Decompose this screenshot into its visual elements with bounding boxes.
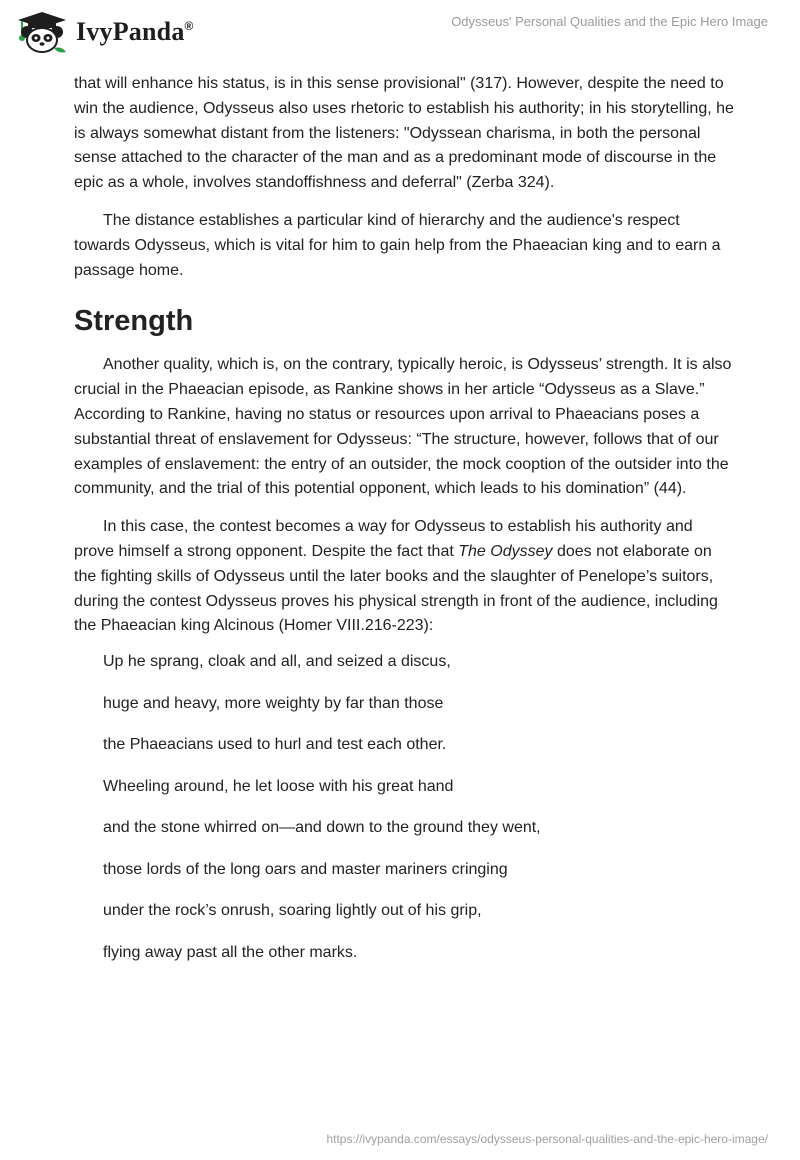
paragraph-contest [74, 515, 734, 639]
verse-line: Wheeling around, he let loose with his great hand [103, 777, 454, 795]
verse-quote [74, 652, 734, 963]
verse-line: those lords of the long oars and master mariners cringing [103, 860, 508, 878]
verse-line: huge and heavy, more weighty by far than those [103, 694, 444, 712]
ivypanda-logo[interactable] [14, 10, 194, 54]
verse-line: the Phaeacians used to hurl and test each other. [103, 736, 447, 754]
registered-mark: ® [184, 19, 194, 33]
verse-line: Up he sprang, cloak and all, and seized a discus, [103, 653, 451, 671]
brand-name: IvyPanda® [76, 17, 194, 46]
page-header [0, 0, 800, 70]
source-url[interactable]: https://ivypanda.com/essays/odysseus-personal-qualities-and-the-epic-hero-image/ [326, 1132, 768, 1146]
section-heading-strength: Strength [74, 305, 194, 338]
essay-body [74, 72, 734, 984]
document-title: Odysseus' Personal Qualities and the Epic Hero Image [451, 14, 768, 29]
verse-line: under the rock’s onrush, soaring lightly out of his grip, [103, 902, 482, 920]
verse-line: and the stone whirred on—and down to the ground they went, [103, 819, 541, 837]
verse-line: flying away past all the other marks. [103, 943, 358, 961]
book-title-italic: The Odyssey [458, 542, 553, 560]
paragraph-distance: The distance establishes a particular kind of hierarchy and the audience's respect towards Odysseus, which is vital for him to gain help from the Phaeacian king and to earn a passage home. [74, 211, 721, 279]
paragraph-contest-text-1: In this case, the contest becomes a way for Odysseus to establish his authority and prove himself a strong opponent. Despite the fact that [74, 518, 693, 560]
paragraph-continued: that will enhance his status, is in this sense provisional" (317). However, despite the need to win the audience, Odysseus also uses rhetoric to establish his authority; in his storytelling, he is always somewhat distant from the listeners: "Odyssean charisma, in both the personal sense attached to the character of the man and as a predominant mode of discourse in the epic as a whole, involves standoffishness and deferral" (Zerba 324). [74, 75, 734, 192]
paragraph-contest-text-2: does not elaborate on the fighting skills of Odysseus until the later books and the slaughter of Penelope’s suitors, during the contest Odysseus proves his physical strength in front of the audience, including the Phaeacian king Alcinous (Homer VIII.216-223): [74, 542, 718, 635]
paragraph-strength-intro: Another quality, which is, on the contrary, typically heroic, is Odysseus’ strength. It is also crucial in the Phaeacian episode, as Rankine shows in her article “Odysseus as a Slave.” According to Rankine, having no status or resources upon arrival to Phaeacians poses a substantial threat of enslavement for Odysseus: “The structure, however, follows that of our examples of enslavement: the entry of an outsider, the mock cooption of the outsider into the community, and the trial of this potential opponent, which leads to his domination” (44). [74, 356, 732, 498]
panda-logo-icon [14, 10, 70, 54]
